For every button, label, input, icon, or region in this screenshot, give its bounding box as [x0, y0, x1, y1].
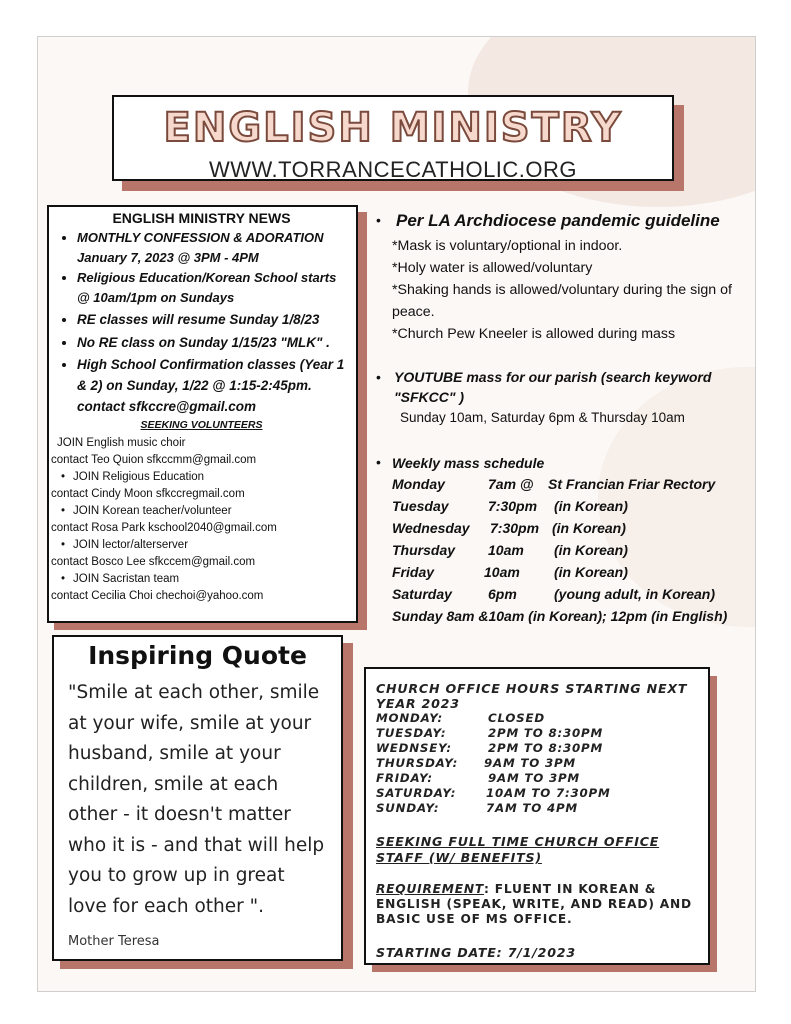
schedule-day: Saturday	[392, 586, 452, 602]
guideline-line: *Mask is voluntary/optional in indoor.	[392, 238, 623, 254]
volunteer-join: JOIN English music choir	[57, 437, 186, 449]
office-box	[364, 667, 710, 965]
news-box	[47, 205, 358, 623]
website-url[interactable]: WWW.TORRANCECATHOLIC.ORG	[208, 157, 578, 182]
schedule-note: (in Korean)	[554, 498, 628, 514]
quote-title: Inspiring Quote	[88, 641, 307, 670]
volunteer-contact: contact Teo Quion sfkccmm@gmail.com	[51, 454, 257, 466]
office-time: 9AM TO 3PM	[484, 756, 576, 770]
office-day: SATURDAY:	[376, 786, 457, 800]
office-time: CLOSED	[488, 711, 545, 725]
schedule-day: Wednesday	[392, 520, 470, 536]
schedule-note: (in Korean)	[554, 542, 628, 558]
quote-author: Mother Teresa	[68, 934, 160, 949]
volunteer-join: • JOIN Religious Education	[51, 469, 352, 486]
office-time: 2PM TO 8:30PM	[488, 741, 604, 755]
schedule-row	[392, 517, 754, 539]
bullet-icon: •	[376, 454, 381, 470]
seeking-volunteers-label: SEEKING VOLUNTEERS	[140, 419, 263, 431]
schedule-time: 7am @	[488, 476, 534, 492]
schedule-heading: Weekly mass schedule	[392, 455, 545, 471]
volunteer-contact: contact Bosco Lee sfkccem@gmail.com	[51, 556, 256, 568]
schedule-time: 6pm	[488, 586, 517, 602]
news-heading: ENGLISH MINISTRY NEWS	[112, 210, 291, 226]
volunteer-join: • JOIN Korean teacher/volunteer	[51, 503, 352, 520]
guideline-heading: Per LA Archdiocese pandemic guideline	[396, 211, 720, 230]
guideline-line: *Church Pew Kneeler is allowed during mass	[392, 326, 676, 342]
bullet-icon: •	[376, 212, 381, 228]
schedule-row	[392, 561, 754, 583]
volunteer-contact: contact Cindy Moon sfkccregmail.com	[51, 488, 245, 500]
volunteer-join: • JOIN lector/alterserver	[51, 537, 352, 554]
news-item: • High School Confirmation classes (Year 1 & 2) on Sunday, 1/22 @ 1:15-2:45pm. contact sfkccre@gmail.com	[77, 354, 352, 417]
schedule-row	[392, 583, 754, 605]
news-item: • RE classes will resume Sunday 1/8/23	[77, 308, 352, 331]
schedule-time: 7:30pm	[490, 520, 540, 536]
schedule-day: Tuesday	[392, 498, 449, 514]
office-hours	[376, 711, 700, 816]
volunteer-list	[51, 435, 352, 605]
office-time: 10AM TO 7:30PM	[486, 786, 611, 800]
schedule-day: Thursday	[392, 542, 456, 558]
office-day: MONDAY:	[376, 711, 444, 725]
office-day: FRIDAY:	[376, 771, 433, 785]
office-hours-row	[376, 756, 700, 771]
schedule-note: (young adult, in Korean)	[554, 586, 715, 602]
office-starting-date: STARTING DATE: 7/1/2023	[376, 945, 576, 960]
news-list	[51, 228, 352, 417]
quote-text: "Smile at each other, smile at your wife, smile at your husband, smile at your children, smile at each other - it doesn't matter who it is - and that will help you to grow up in great love for each other ".	[68, 682, 325, 917]
schedule-row-sunday: Sunday 8am &10am (in Korean); 12pm (in English)	[392, 608, 728, 624]
schedule-row	[392, 495, 754, 517]
schedule-section	[374, 453, 754, 627]
schedule-note: St Francian Friar Rectory	[548, 476, 716, 492]
schedule-table	[392, 473, 754, 627]
youtube-times: Sunday 10am, Saturday 6pm & Thursday 10am	[400, 410, 685, 425]
news-item: • MONTHLY CONFESSION & ADORATION January 7, 2023 @ 3PM - 4PM	[77, 228, 352, 268]
schedule-row	[392, 539, 754, 561]
office-heading: CHURCH OFFICE HOURS STARTING NEXT YEAR 2023	[376, 681, 688, 711]
schedule-time: 7:30pm	[488, 498, 538, 514]
office-hours-row	[376, 786, 700, 801]
news-item: • No RE class on Sunday 1/15/23 "MLK" .	[77, 331, 352, 354]
schedule-note: (in Korean)	[552, 520, 626, 536]
office-requirement	[376, 882, 700, 927]
schedule-day: Friday	[392, 564, 435, 580]
requirement-label: REQUIREMENT	[376, 882, 484, 896]
guideline-section	[374, 209, 746, 345]
guideline-line: *Holy water is allowed/voluntary	[392, 260, 593, 276]
page-title: ENGLISH MINISTRY	[163, 105, 623, 151]
office-hours-row	[376, 771, 700, 786]
schedule-row	[392, 473, 754, 495]
schedule-note: (in Korean)	[554, 564, 628, 580]
office-hours-row	[376, 726, 700, 741]
guideline-line: *Shaking hands is allowed/voluntary during the sign of peace.	[392, 282, 732, 320]
office-day: THURSDAY:	[376, 756, 459, 770]
youtube-section	[374, 367, 746, 429]
title-box	[112, 95, 674, 181]
office-day: SUNDAY:	[376, 801, 440, 815]
schedule-day: Monday	[392, 476, 445, 492]
volunteer-join: • JOIN Sacristan team	[51, 571, 352, 588]
office-day: WEDNSEY:	[376, 741, 452, 755]
office-hours-row	[376, 711, 700, 726]
volunteer-contact: contact Rosa Park kschool2040@gmail.com	[51, 522, 277, 534]
flyer-page	[37, 36, 756, 992]
office-time: 9AM TO 3PM	[488, 771, 580, 785]
schedule-time: 10am	[484, 564, 520, 580]
office-hours-row	[376, 801, 700, 816]
bullet-icon: •	[376, 369, 381, 385]
schedule-time: 10am	[488, 542, 524, 558]
requirement-text: : FLUENT IN KOREAN & ENGLISH (SPEAK, WRITE, AND READ) AND BASIC USE OF MS OFFICE.	[376, 882, 692, 926]
office-seeking-staff: SEEKING FULL TIME CHURCH OFFICE STAFF (W/ BENEFITS)	[376, 834, 660, 865]
office-day: TUESDAY:	[376, 726, 447, 740]
volunteer-contact: contact Cecilia Choi chechoi@yahoo.com	[51, 590, 264, 602]
office-time: 2PM TO 8:30PM	[488, 726, 604, 740]
office-time: 7AM TO 4PM	[486, 801, 578, 815]
guideline-lines	[392, 235, 746, 345]
news-item: • Religious Education/Korean School starts @ 10am/1pm on Sundays	[77, 268, 352, 308]
youtube-heading: YOUTUBE mass for our parish (search keyword "SFKCC" )	[394, 369, 712, 405]
office-hours-row	[376, 741, 700, 756]
quote-box	[52, 635, 343, 961]
